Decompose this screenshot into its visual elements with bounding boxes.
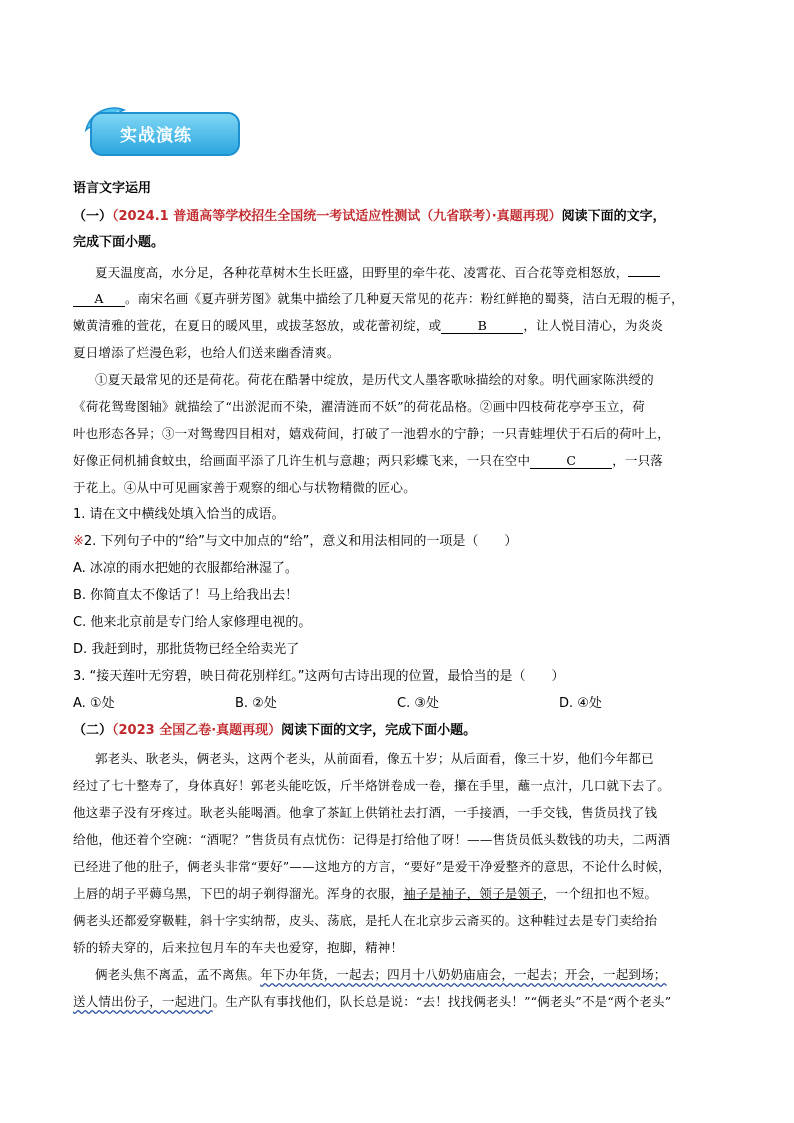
passage1-line: A 。南宋名画《夏卉骈芳图》就集中描绘了几种夏天常见的花卉：粉红鲜艳的蜀葵，洁白无瑕的栀子，: [73, 290, 684, 308]
section-banner: [80, 100, 244, 164]
option-2c: C. 他来北京前是专门给人家修理电视的。: [73, 615, 312, 630]
passage2-line: 俩老头还都爱穿靸鞋，斜十字实纳帮，皮头、荡底，是托人在北京步云斋买的。这种鞋过去是专门卖给抬: [73, 913, 658, 928]
banner-title: 实战演练: [120, 126, 192, 146]
part2-instruction: 阅读下面的文字，完成下面小题。: [281, 723, 477, 738]
part2-source: （2023 全国乙卷·真题再现）: [112, 723, 282, 738]
passage1-line: 于花上。④从中可见画家善于观察的细心与状物精微的匠心。: [73, 480, 416, 495]
passage1-line: 《荷花鸳鸯图轴》就描绘了“出淤泥而不染，濯清涟而不妖”的荷花品格。②画中四枝荷花亭亭玉立，荷: [73, 399, 645, 414]
passage2-line: 郭老头、耿老头，俩老头，这两个老头，从前面看，像五十岁；从后面看，像三十岁，他们今年都已: [95, 751, 654, 766]
option-3d: D. ④处: [559, 696, 602, 711]
blank-c: C: [530, 454, 612, 469]
passage1-line: ①夏天最常见的还是荷花。荷花在酷暑中绽放，是历代文人墨客歌咏描绘的对象。明代画家陈洪绶的: [95, 372, 654, 387]
question-1: 1. 请在文中横线处填入恰当的成语。: [73, 507, 285, 522]
option-3c: C. ③处: [397, 696, 439, 711]
passage2-line: 他这辈子没有牙疼过。耿老头能喝酒。他拿了茶缸上供销社去打酒，一手接酒，一手交钱，售货员找了钱: [73, 805, 658, 820]
wavy-underlined-phrase: 年下办年货，一起去；四月十八奶奶庙庙会，一起去；开会，一起到场；: [260, 967, 667, 982]
passage1-line: 夏天温度高，水分足，各种花草树木生长旺盛，田野里的牵牛花、凌霄花、百合花等竞相怒放，: [95, 264, 660, 282]
passage2-line: 上唇的胡子平薅乌黑，下巴的胡子剃得溜光。浑身的衣服，袖子是袖子，领子是领子，一个纽扣也不短。: [73, 886, 658, 901]
passage1-line: 好像正伺机捕食蚊虫，给画面平添了几许生机与意趣；两只彩蝶飞来，一只在空中 C ，一只落: [73, 453, 664, 468]
part1-instruction-b: 完成下面小题。: [73, 235, 165, 250]
option-3a: A. ①处: [73, 696, 115, 711]
part2-heading: [73, 722, 476, 740]
passage2-line: 已经进了他的肚子，俩老头非常“要好”——这地方的方言，“要好”是爱干净爱整齐的意思，不论什么时候，: [73, 859, 671, 874]
wavy-underlined-phrase: 送人情出份子，一起进门: [73, 994, 213, 1009]
blank-a-start: [628, 276, 660, 277]
section-heading: 语言文字运用: [73, 181, 152, 196]
option-2a: A. 冰凉的雨水把她的衣服都给淋湿了。: [73, 561, 298, 576]
passage2-line: 经过了七十整寿了，身体真好！郭老头能吃饭，斤半烙饼卷成一卷，攥在手里，蘸一点汁，几口就下去了。: [73, 778, 670, 793]
question-2: ※2. 下列句子中的“给”与文中加点的“给”，意义和用法相同的一项是（ ）: [73, 534, 518, 549]
underlined-phrase: 袖子是袖子，领子是领子: [403, 886, 543, 901]
blank-a: A: [73, 292, 125, 307]
question-2-mark: ※: [73, 534, 84, 549]
passage2-line: 给他，他还着个空碗：“酒呢？”售货员有点忧伤：记得是打给他了呀！——售货员低头数钱的功夫，二两酒: [73, 832, 671, 847]
part2-number: （二）: [73, 723, 113, 738]
option-3b: B. ②处: [235, 696, 277, 711]
passage2-line: 轿的轿夫穿的，后来拉包月车的车夫也爱穿，抱脚，精神！: [73, 940, 404, 955]
passage1-line: 叶也形态各异；③一对鸳鸯四目相对，嬉戏荷间，打破了一池碧水的宁静；一只青蛙埋伏于石后的荷叶上，: [73, 426, 670, 441]
option-2b: B. 你简直太不像话了！马上给我出去！: [73, 588, 299, 603]
passage1-line: 嫩黄清雅的萱花，在夏日的暖风里，或拔茎怒放，或花蕾初绽，或 B ，让人悦目清心，为炎炎: [73, 318, 664, 333]
option-2d: D. 我赶到时，那批货物已经全给卖光了: [73, 642, 300, 657]
passage1-line: 夏日增添了烂漫色彩，也给人们送来幽香清爽。: [73, 345, 340, 360]
question-3: 3. “接天莲叶无穷碧，映日荷花别样红。”这两句古诗出现的位置，最恰当的是（ ）: [73, 669, 565, 684]
part1-instruction-a: 阅读下面的文字，: [561, 209, 666, 224]
blank-b: B: [441, 319, 523, 334]
passage2-line: 俩老头焦不离孟，孟不离焦。年下办年货，一起去；四月十八奶奶庙庙会，一起去；开会，一起到场；: [95, 967, 667, 982]
part1-source: （2024.1 普通高等学校招生全国统一考试适应性测试（九省联考）·真题再现）: [112, 209, 562, 224]
part1-heading: [73, 208, 666, 226]
part1-number: （一）: [73, 209, 113, 224]
passage2-line: 送人情出份子，一起进门。生产队有事找他们，队长总是说：“去！找找俩老头！”“俩老头”不是“两个老头”: [73, 994, 672, 1009]
